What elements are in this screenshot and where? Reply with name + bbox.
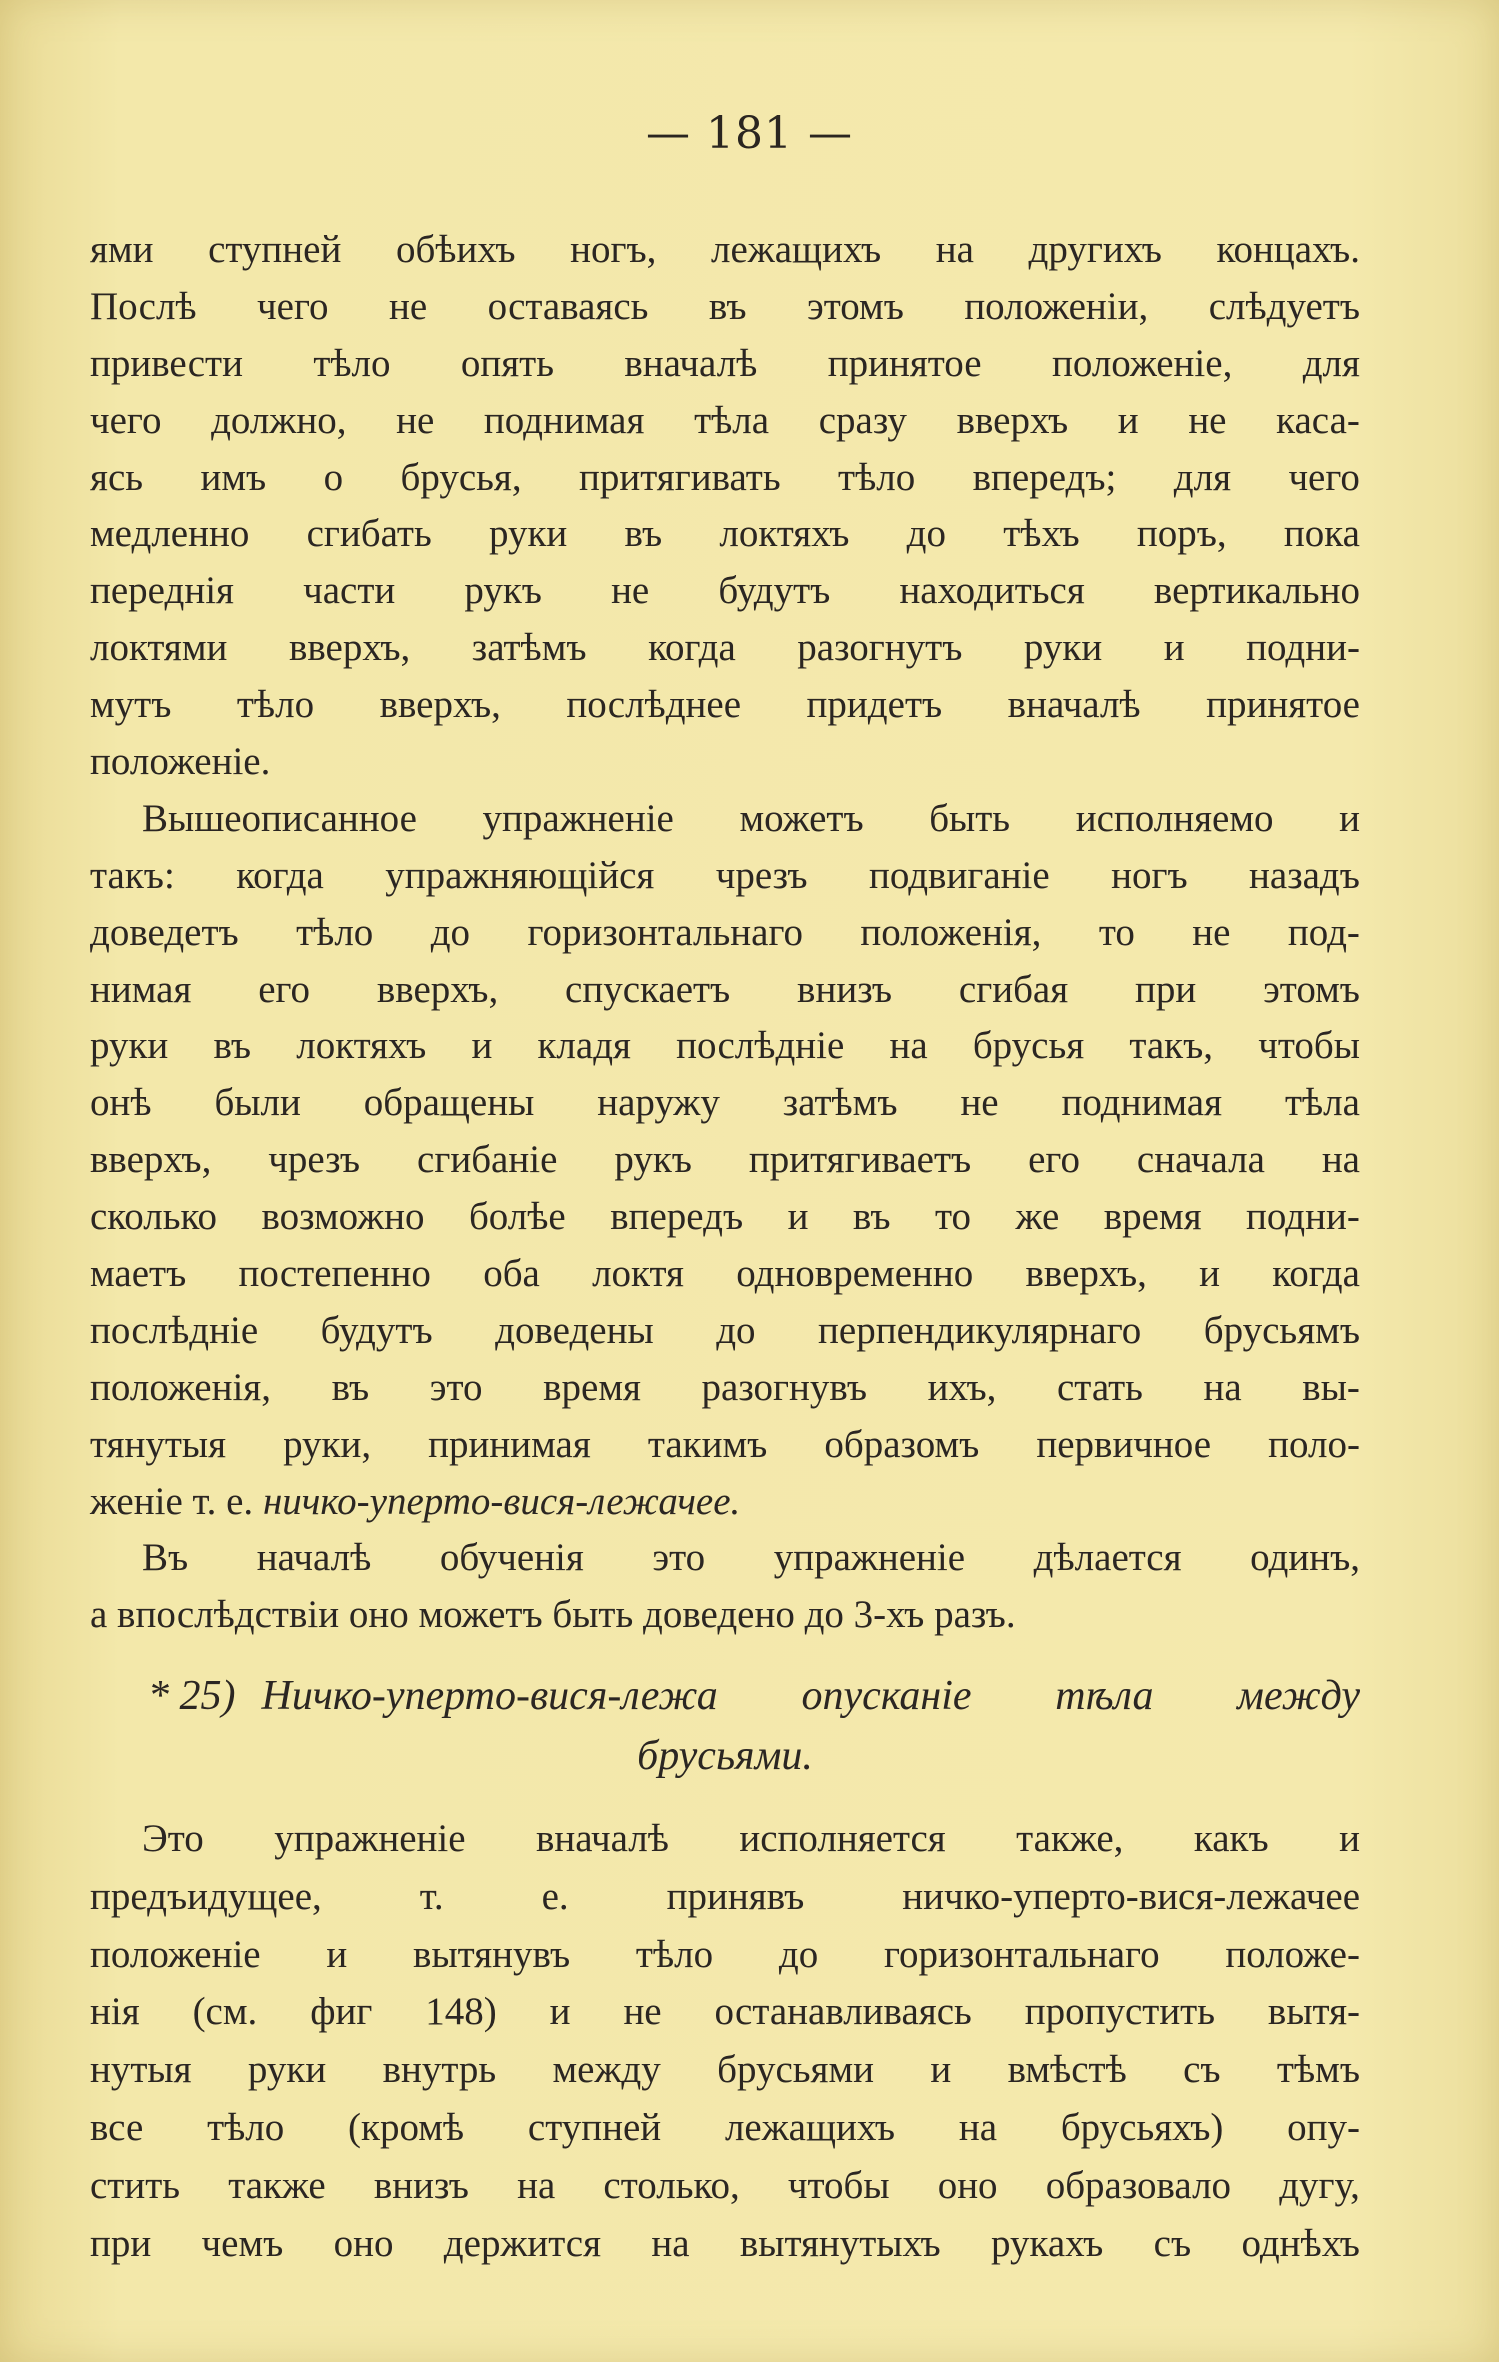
text-line: [90, 1018, 1360, 1075]
word: руки,: [283, 1422, 372, 1466]
word: опять: [460, 341, 555, 385]
word: сгибать: [306, 512, 432, 556]
word: оно: [937, 2163, 998, 2207]
word: руки: [247, 2048, 327, 2092]
body-text-lower: [90, 1810, 1360, 2272]
word: до: [906, 512, 946, 556]
word: были: [214, 1081, 301, 1125]
word: кладя: [537, 1024, 631, 1068]
word: маетъ: [90, 1252, 187, 1296]
paragraph-3: [90, 1530, 1360, 1644]
word: будутъ: [320, 1308, 433, 1352]
word: т.: [419, 1874, 444, 1918]
word: до: [430, 910, 471, 954]
word: локтяхъ: [296, 1024, 427, 1068]
word: сгибая: [958, 967, 1069, 1011]
word: то: [1098, 910, 1135, 954]
word: вертикально: [1153, 569, 1360, 613]
word: болѣе: [468, 1195, 566, 1239]
word: не: [623, 1990, 662, 2034]
word: рукахъ: [991, 2221, 1104, 2265]
word: между: [552, 2048, 661, 2092]
word: въ: [624, 512, 663, 556]
word: о: [323, 455, 344, 499]
word: тянутыя: [90, 1422, 227, 1466]
word: (кромѣ: [348, 2105, 465, 2149]
text-line: [90, 450, 1360, 507]
text-plain: женіе т. е.: [90, 1479, 254, 1523]
word: держится: [443, 2221, 602, 2265]
word: на: [1321, 1138, 1360, 1182]
word: лежащихъ: [724, 2105, 896, 2149]
word: съ: [1183, 2048, 1221, 2092]
word: такъ:: [90, 853, 175, 897]
word: сгибаніе: [417, 1138, 558, 1182]
word: на: [517, 2163, 556, 2207]
word: подни-: [1246, 626, 1360, 670]
word: и: [1163, 626, 1185, 670]
word: Послѣ: [90, 284, 197, 328]
word: Ничко-уперто-вися-лежа: [261, 1673, 718, 1719]
text-line: [90, 1983, 1360, 2041]
text-line: [90, 677, 1360, 734]
word: рукъ: [464, 569, 542, 613]
text-line: [90, 1360, 1360, 1417]
word: на: [1203, 1365, 1242, 1409]
word: сначала: [1136, 1138, 1265, 1182]
text-line: [90, 336, 1360, 393]
text-line: [90, 2215, 1360, 2273]
word: на: [935, 228, 974, 271]
word: вначалѣ: [535, 1817, 669, 1860]
word: затѣмъ: [782, 1081, 898, 1125]
word: дѣлается: [1033, 1536, 1182, 1580]
word: будутъ: [718, 569, 831, 613]
word: локтями: [90, 626, 228, 670]
word: вмѣстѣ: [1007, 2048, 1127, 2092]
word: не: [960, 1081, 999, 1125]
word: тѣло: [635, 1932, 714, 1976]
word: пропустить: [1024, 1990, 1216, 2034]
word: до: [716, 1308, 756, 1352]
word: и: [1117, 398, 1139, 442]
word: положенія,: [860, 910, 1042, 954]
word: горизонтальнаго: [527, 910, 804, 954]
word: брусьями: [717, 2048, 875, 2092]
word: вверхъ,: [1025, 1252, 1147, 1296]
word: при: [1135, 967, 1197, 1011]
word: его: [258, 967, 311, 1011]
word: поднимая: [1061, 1081, 1223, 1125]
word: Въ: [142, 1536, 189, 1580]
word: также: [228, 2163, 326, 2207]
word: же: [1015, 1195, 1060, 1239]
word: обращены: [363, 1081, 535, 1125]
word: положенія,: [90, 1365, 271, 1409]
word: ями: [90, 228, 154, 271]
word: исполняемо: [1075, 796, 1274, 840]
body-text-upper: [90, 222, 1360, 1644]
word: тѣло: [838, 455, 916, 499]
word: первичное: [1036, 1422, 1212, 1466]
word: положе-: [1225, 1932, 1360, 1976]
word: пока: [1283, 512, 1360, 556]
word: руки: [488, 512, 568, 556]
word: однѣхъ: [1241, 2221, 1360, 2265]
word: и: [930, 2048, 952, 2092]
word: локтя: [592, 1252, 684, 1296]
word: переднія: [90, 569, 234, 613]
word: одинъ,: [1250, 1536, 1360, 1580]
word: началѣ: [256, 1536, 372, 1580]
word: имъ: [200, 455, 267, 499]
word: чего: [1288, 455, 1360, 499]
word: части: [303, 569, 396, 613]
word: Это: [142, 1817, 204, 1860]
word: назадъ: [1249, 853, 1360, 897]
word: такъ,: [1129, 1024, 1214, 1068]
word: упражненіе: [274, 1817, 466, 1860]
word: упражненіе: [482, 796, 674, 840]
word: положеніе: [90, 1932, 261, 1976]
section-heading: [90, 1666, 1360, 1786]
word: доведены: [495, 1308, 654, 1352]
word: между: [1237, 1673, 1360, 1719]
word: быть: [929, 796, 1011, 840]
word: тѣло: [313, 341, 391, 385]
word: съ: [1153, 2221, 1192, 2265]
text-line: [90, 1075, 1360, 1132]
word: на: [958, 2105, 998, 2149]
word: также,: [1016, 1817, 1124, 1860]
word: каса-: [1276, 398, 1360, 442]
word: столько,: [603, 2163, 740, 2207]
word: горизонтальнаго: [884, 1932, 1160, 1976]
word: предъидущее,: [90, 1874, 322, 1918]
word: стать: [1056, 1365, 1143, 1409]
word: въ: [708, 284, 747, 328]
word: разогнутъ: [797, 626, 963, 670]
word: подвиганіе: [868, 853, 1050, 897]
word: поло-: [1268, 1422, 1360, 1466]
word: впередъ;: [972, 455, 1117, 499]
text-line: [90, 848, 1360, 905]
paragraph-2: [90, 791, 1360, 1531]
word: сразу: [818, 398, 907, 442]
word: оба: [483, 1252, 540, 1296]
word: ничко-уперто-вися-лежачее: [902, 1874, 1360, 1918]
text-line: [90, 563, 1360, 620]
word: притягивать: [579, 455, 781, 499]
word: концахъ.: [1216, 228, 1360, 271]
word: этомъ: [806, 284, 904, 328]
word: привести: [90, 341, 243, 385]
word: не: [1188, 398, 1227, 442]
word: е.: [541, 1874, 569, 1918]
word: тѣмъ: [1276, 2048, 1360, 2092]
word: и: [1199, 1252, 1220, 1296]
word: чтобы: [1258, 1024, 1360, 1068]
heading-line: [90, 1666, 1360, 1726]
word: на: [651, 2221, 690, 2265]
word: не: [611, 569, 650, 613]
word: чего: [90, 398, 162, 442]
text-line: [90, 1246, 1360, 1303]
word: когда: [648, 626, 736, 670]
word: этомъ: [1263, 967, 1360, 1011]
text-italic: ничко-уперто-вися-лежачее.: [262, 1479, 741, 1523]
word: тѣла: [1055, 1673, 1154, 1719]
word: когда: [236, 853, 324, 897]
word: вверхъ,: [379, 683, 501, 727]
word: обученія: [439, 1536, 584, 1580]
word: доведетъ: [90, 910, 239, 954]
text-line: [90, 1810, 1360, 1868]
word: положеніи,: [964, 284, 1149, 328]
word: исполняется: [739, 1817, 946, 1860]
word: вытянутыхъ: [739, 2221, 941, 2265]
word: другихъ: [1028, 228, 1162, 271]
word: когда: [1272, 1252, 1360, 1296]
word: чемъ: [201, 2221, 284, 2265]
word: принимая: [428, 1422, 591, 1466]
word: и: [549, 1990, 571, 2034]
text-line: [90, 1417, 1360, 1474]
word: его: [1028, 1138, 1080, 1182]
text-line: [90, 1530, 1360, 1587]
word: и: [326, 1932, 348, 1976]
text-line: [90, 506, 1360, 563]
word: время: [543, 1365, 641, 1409]
text-line: [90, 1926, 1360, 1984]
word: постепенно: [238, 1252, 431, 1296]
word: внизъ: [373, 2163, 469, 2207]
word: вначалѣ: [624, 341, 758, 385]
word: брусья: [972, 1024, 1085, 1068]
word: опусканіе: [801, 1673, 972, 1719]
word: не: [396, 398, 435, 442]
word: вытя-: [1267, 1990, 1360, 2034]
word: возможно: [261, 1195, 425, 1239]
word: не: [388, 284, 428, 328]
word: и: [787, 1195, 809, 1239]
word: поръ,: [1136, 512, 1227, 556]
text-line: [90, 1868, 1360, 1926]
word: такимъ: [647, 1422, 768, 1466]
word: наружу: [597, 1081, 720, 1125]
word: нутыя: [90, 2048, 192, 2092]
word: 148): [425, 1990, 497, 2034]
word: одновременно: [736, 1252, 974, 1296]
word: ясь: [90, 455, 144, 499]
word: локтяхъ: [719, 512, 850, 556]
word: послѣднее: [566, 683, 742, 727]
word: разогнувъ: [701, 1365, 868, 1409]
word: медленно: [90, 512, 250, 556]
word: останавливаясь: [714, 1990, 972, 2034]
word: тѣло: [236, 683, 315, 727]
word: чрезъ: [268, 1138, 361, 1182]
word: и: [1339, 796, 1360, 840]
word: чтобы: [787, 2163, 890, 2207]
word: можетъ: [739, 796, 864, 840]
word: время: [1103, 1195, 1202, 1239]
word: внутрь: [382, 2048, 497, 2092]
word: слѣдуетъ: [1208, 284, 1360, 328]
word: перпендикулярнаго: [818, 1308, 1142, 1352]
word: дугу,: [1279, 2163, 1360, 2207]
word: и: [471, 1024, 493, 1068]
word: вверхъ,: [90, 1138, 212, 1182]
word: принявъ: [666, 1874, 805, 1918]
word: чрезъ: [715, 853, 808, 897]
text-line: [90, 620, 1360, 677]
word: какъ: [1193, 1817, 1269, 1860]
word: сколько: [90, 1195, 217, 1239]
text-line: [90, 905, 1360, 962]
word: онѣ: [90, 1081, 152, 1125]
word: тѣхъ: [1003, 512, 1080, 556]
text-line: [90, 1474, 1360, 1531]
word: въ: [852, 1195, 891, 1239]
word: лежащихъ: [711, 228, 882, 271]
word: и: [1339, 1817, 1360, 1860]
word: руки: [1023, 626, 1103, 670]
word: это: [652, 1536, 706, 1580]
word: затѣмъ: [471, 626, 587, 670]
word: вверхъ,: [288, 626, 411, 670]
word: нимая: [90, 967, 192, 1011]
word: до: [778, 1932, 819, 1976]
word: ступней: [527, 2105, 662, 2149]
word: въ: [213, 1024, 252, 1068]
word: образовало: [1045, 2163, 1232, 2207]
word: оставаясь: [487, 284, 649, 328]
word: опу-: [1287, 2105, 1360, 2149]
text-line: [90, 962, 1360, 1019]
word: принятое: [827, 341, 982, 385]
word: внизъ: [797, 967, 893, 1011]
word: на: [889, 1024, 928, 1068]
word: руки: [90, 1024, 169, 1068]
word: обѣихъ: [395, 228, 516, 271]
word: при: [90, 2221, 152, 2265]
word: ступней: [208, 228, 342, 271]
word: все: [90, 2105, 144, 2149]
word: вверхъ,: [376, 967, 499, 1011]
word: послѣдніе: [90, 1308, 259, 1352]
word: вытянувъ: [413, 1932, 571, 1976]
text-line: [90, 791, 1360, 848]
word: для: [1173, 455, 1232, 499]
heading-line: брусьями.: [637, 1733, 813, 1779]
word: спускаетъ: [565, 967, 731, 1011]
word: чего: [257, 284, 329, 328]
word: рукъ: [614, 1138, 692, 1182]
word: послѣдніе: [676, 1024, 845, 1068]
paragraph-4: [90, 1810, 1360, 2272]
word: фиг: [310, 1990, 373, 2034]
text-line: [90, 279, 1360, 336]
text-line: положеніе.: [90, 740, 271, 784]
word: мутъ: [90, 683, 172, 727]
word: не: [1192, 910, 1231, 954]
word: нія: [90, 1990, 140, 2034]
text-line: [90, 2099, 1360, 2157]
word: ихъ,: [927, 1365, 997, 1409]
word: въ: [331, 1365, 370, 1409]
word: придетъ: [806, 683, 943, 727]
heading-title: [236, 1666, 1361, 1726]
word: принятое: [1206, 683, 1360, 727]
heading-number: * 25): [148, 1673, 236, 1719]
word: (см.: [192, 1990, 258, 2034]
text-line: [90, 1132, 1360, 1189]
word: брусья,: [400, 455, 522, 499]
word: ногъ,: [570, 228, 657, 271]
word: для: [1302, 341, 1360, 385]
text-line: а впослѣдствіи оно можетъ быть доведено до 3-хъ разъ.: [90, 1593, 1016, 1637]
word: тѣло: [296, 910, 374, 954]
word: подни-: [1246, 1195, 1360, 1239]
text-line: [90, 1189, 1360, 1246]
word: тѣла: [1284, 1081, 1360, 1125]
word: находиться: [899, 569, 1085, 613]
word: упражняющійся: [385, 853, 655, 897]
word: вначалѣ: [1007, 683, 1141, 727]
word: Вышеописанное: [142, 796, 417, 840]
word: оно: [333, 2221, 394, 2265]
text-line: [90, 2157, 1360, 2215]
word: брусьяхъ): [1060, 2105, 1224, 2149]
text-line: [90, 393, 1360, 450]
word: это: [429, 1365, 483, 1409]
word: вверхъ: [956, 398, 1069, 442]
word: поднимая: [483, 398, 645, 442]
text-line: [90, 222, 1360, 279]
word: ногъ: [1111, 853, 1188, 897]
word: притягиваетъ: [748, 1138, 972, 1182]
word: образомъ: [824, 1422, 980, 1466]
word: брусьямъ: [1203, 1308, 1360, 1352]
word: положеніе,: [1051, 341, 1233, 385]
word: под-: [1287, 910, 1360, 954]
word: то: [935, 1195, 972, 1239]
word: тѣло: [207, 2105, 285, 2149]
text-line: [90, 2041, 1360, 2099]
word: упражненіе: [773, 1536, 966, 1580]
word: вы-: [1302, 1365, 1360, 1409]
text-line: [90, 1303, 1360, 1360]
word: впередъ: [610, 1195, 744, 1239]
paragraph-1: [90, 222, 1360, 791]
word: должно,: [211, 398, 347, 442]
page-number: — 181 —: [646, 108, 853, 159]
word: стить: [90, 2163, 181, 2207]
word: тѣла: [694, 398, 770, 442]
